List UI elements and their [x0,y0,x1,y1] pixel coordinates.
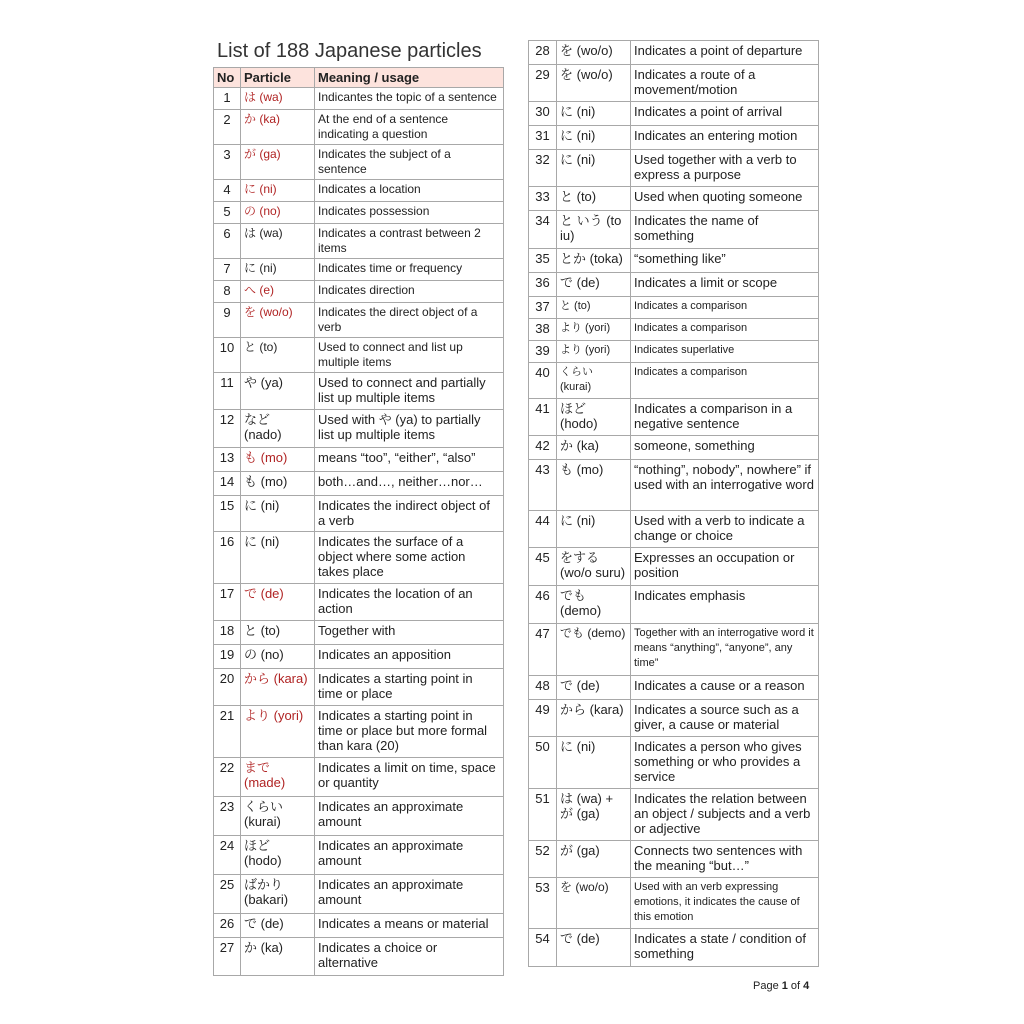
particle-cell: を (wo/o) [241,303,315,338]
table-row [214,797,504,836]
table-row [529,249,819,273]
meaning-cell: Indicates a location [315,180,504,202]
meaning-cell: Indicates a state / condition of something [631,929,819,967]
particle-cell: や (ya) [241,373,315,410]
row-number: 29 [529,65,557,102]
meaning-cell: Together with an interrogative word it means “anything”, “anyone”, any time” [631,624,819,676]
meaning-cell: Indicates a source such as a giver, a cause or material [631,700,819,737]
particle-table-right [528,40,819,967]
meaning-cell: both…and…, neither…nor… [315,472,504,496]
meaning-cell: Indicates a comparison [631,363,819,399]
row-number: 54 [529,929,557,967]
meaning-cell: At the end of a sentence indicating a question [315,110,504,145]
row-number: 46 [529,586,557,624]
meaning-cell: Indicates a point of arrival [631,102,819,126]
meaning-cell: Indicates a limit on time, space or quantity [315,758,504,797]
row-number: 51 [529,789,557,841]
row-number: 23 [214,797,241,836]
meaning-cell: Used with an verb expressing emotions, it indicates the cause of this emotion [631,878,819,929]
row-number: 8 [214,281,241,303]
table-row [214,373,504,410]
particle-cell: も (mo) [557,460,631,511]
particle-cell: が (ga) [557,841,631,878]
meaning-cell: Indicates a route of a movement/motion [631,65,819,102]
meaning-cell: Indicates the subject of a sentence [315,145,504,180]
row-number: 42 [529,436,557,460]
meaning-cell: someone, something [631,436,819,460]
table-row [214,706,504,758]
meaning-cell: Indicates an approximate amount [315,836,504,875]
row-number: 22 [214,758,241,797]
particle-table-left [213,67,504,976]
particle-cell: の (no) [241,645,315,669]
particle-cell: ほど (hodo) [241,836,315,875]
table-row [214,938,504,976]
particle-cell: を (wo/o) [557,41,631,65]
row-number: 4 [214,180,241,202]
table-row [529,624,819,676]
meaning-cell: Connects two sentences with the meaning “but…” [631,841,819,878]
particle-cell: に (ni) [241,259,315,281]
particle-cell: は (wa) [241,88,315,110]
row-number: 50 [529,737,557,789]
particle-cell: で (de) [557,676,631,700]
row-number: 6 [214,224,241,259]
particle-cell: でも (demo) [557,624,631,676]
table-row [214,669,504,706]
row-number: 3 [214,145,241,180]
row-number: 21 [214,706,241,758]
table-row [214,145,504,180]
row-number: 48 [529,676,557,700]
meaning-cell: Indicantes the topic of a sentence [315,88,504,110]
particle-cell: と (to) [557,297,631,319]
meaning-cell: Indicates emphasis [631,586,819,624]
meaning-cell: Together with [315,621,504,645]
row-number: 40 [529,363,557,399]
particle-cell: など (nado) [241,410,315,448]
meaning-cell: Used to connect and partially list up multiple items [315,373,504,410]
table-row [214,836,504,875]
meaning-cell: Indicates a comparison [631,297,819,319]
meaning-cell: Used with a verb to indicate a change or choice [631,511,819,548]
table-row [529,789,819,841]
particle-cell: でも (demo) [557,586,631,624]
particle-cell: と (to) [557,187,631,211]
particle-cell: ばかり (bakari) [241,875,315,914]
table-row [214,180,504,202]
page-total: 4 [803,980,810,992]
meaning-cell: Used together with a verb to express a purpose [631,150,819,187]
meaning-cell: Indicates a choice or alternative [315,938,504,976]
particle-cell: で (de) [241,584,315,621]
particle-cell: より (yori) [557,341,631,363]
particle-cell: に (ni) [557,511,631,548]
particle-cell: をする (wo/o suru) [557,548,631,586]
row-number: 11 [214,373,241,410]
meaning-cell: “something like” [631,249,819,273]
particle-cell: に (ni) [557,737,631,789]
row-number: 33 [529,187,557,211]
table-row [214,448,504,472]
particle-cell: で (de) [241,914,315,938]
meaning-cell: Indicates the surface of a object where some action takes place [315,532,504,584]
meaning-cell: Indicates an approximate amount [315,875,504,914]
row-number: 18 [214,621,241,645]
row-number: 9 [214,303,241,338]
row-number: 53 [529,878,557,929]
particle-cell: まで (made) [241,758,315,797]
table-row [214,472,504,496]
row-number: 49 [529,700,557,737]
page-prefix: Page [753,980,782,992]
meaning-cell: Used when quoting someone [631,187,819,211]
table-row [214,110,504,145]
row-number: 14 [214,472,241,496]
particle-cell: から (kara) [557,700,631,737]
table-row [214,496,504,532]
row-number: 5 [214,202,241,224]
row-number: 37 [529,297,557,319]
meaning-cell: Indicates a contrast between 2 items [315,224,504,259]
meaning-cell: Indicates a means or material [315,914,504,938]
table-row [529,126,819,150]
row-number: 16 [214,532,241,584]
row-number: 34 [529,211,557,249]
table-row [529,929,819,967]
particle-cell: より (yori) [241,706,315,758]
row-number: 25 [214,875,241,914]
meaning-cell: Indicates superlative [631,341,819,363]
particle-cell: くらい (kurai) [557,363,631,399]
table-row [529,737,819,789]
particle-cell: とか (toka) [557,249,631,273]
page-number: 1 [781,980,788,992]
table-row [529,150,819,187]
row-number: 19 [214,645,241,669]
particle-cell: か (ka) [557,436,631,460]
particle-cell: ほど (hodo) [557,399,631,436]
row-number: 38 [529,319,557,341]
meaning-cell: Indicates the indirect object of a verb [315,496,504,532]
table-row [214,532,504,584]
table-row [529,41,819,65]
row-number: 47 [529,624,557,676]
row-number: 27 [214,938,241,976]
row-number: 13 [214,448,241,472]
meaning-cell: Expresses an occupation or position [631,548,819,586]
table-row [529,341,819,363]
table-row [529,511,819,548]
meaning-cell: Indicates direction [315,281,504,303]
particle-cell: より (yori) [557,319,631,341]
table-row [529,436,819,460]
row-number: 1 [214,88,241,110]
row-number: 43 [529,460,557,511]
meaning-cell: Indicates a comparison [631,319,819,341]
particle-cell: か (ka) [241,110,315,145]
row-number: 45 [529,548,557,586]
particle-cell: を (wo/o) [557,878,631,929]
meaning-cell: Indicates an approximate amount [315,797,504,836]
page-title: List of 188 Japanese particles [217,40,482,62]
meaning-cell: Indicates a starting point in time or place [315,669,504,706]
meaning-cell: Indicates the relation between an object / subjects and a verb or adjective [631,789,819,841]
row-number: 10 [214,338,241,373]
meaning-cell: Indicates a limit or scope [631,273,819,297]
particle-cell: に (ni) [557,126,631,150]
particle-cell: に (ni) [557,150,631,187]
table-row [214,202,504,224]
particle-cell: か (ka) [241,938,315,976]
row-number: 17 [214,584,241,621]
row-number: 31 [529,126,557,150]
table-row [529,586,819,624]
table-row [214,914,504,938]
particle-cell: の (no) [241,202,315,224]
table-row [214,410,504,448]
particle-cell: は (wa) + が (ga) [557,789,631,841]
table-row [214,88,504,110]
table-row [529,211,819,249]
meaning-cell: Indicates time or frequency [315,259,504,281]
table-row [214,584,504,621]
table-row [214,758,504,797]
table-row [529,297,819,319]
particle-cell: に (ni) [557,102,631,126]
table-row [214,621,504,645]
particle-cell: で (de) [557,273,631,297]
meaning-cell: Indicates a starting point in time or place but more formal than kara (20) [315,706,504,758]
row-number: 35 [529,249,557,273]
particle-cell: に (ni) [241,496,315,532]
table-row [529,273,819,297]
particle-cell: に (ni) [241,180,315,202]
table-row [529,548,819,586]
row-number: 28 [529,41,557,65]
page-footer [753,980,809,992]
table-row [214,281,504,303]
meaning-cell: Indicates an apposition [315,645,504,669]
table-row [529,319,819,341]
table-row [214,875,504,914]
table-row [529,187,819,211]
table-row [214,224,504,259]
header-no: No [214,68,241,88]
meaning-cell: Indicates a person who gives something or who provides a service [631,737,819,789]
table-row [529,363,819,399]
row-number: 41 [529,399,557,436]
table-row [529,878,819,929]
meaning-cell: Indicates a point of departure [631,41,819,65]
table-row [214,259,504,281]
meaning-cell: means “too”, “either”, “also” [315,448,504,472]
particle-cell: も (mo) [241,448,315,472]
meaning-cell: Indicates the name of something [631,211,819,249]
table-header-row [214,68,504,88]
row-number: 52 [529,841,557,878]
table-row [529,841,819,878]
meaning-cell: “nothing”, nobody”, nowhere” if used with an interrogative word [631,460,819,511]
row-number: 12 [214,410,241,448]
table-row [214,338,504,373]
row-number: 39 [529,341,557,363]
particle-cell: が (ga) [241,145,315,180]
particle-cell: くらい (kurai) [241,797,315,836]
meaning-cell: Used to connect and list up multiple items [315,338,504,373]
particle-cell: へ (e) [241,281,315,303]
row-number: 15 [214,496,241,532]
particle-cell: は (wa) [241,224,315,259]
particle-cell: も (mo) [241,472,315,496]
particle-cell: から (kara) [241,669,315,706]
table-row [529,676,819,700]
row-number: 20 [214,669,241,706]
table-row [529,460,819,511]
table-row [529,65,819,102]
row-number: 24 [214,836,241,875]
header-particle: Particle [241,68,315,88]
page-of: of [787,980,804,992]
row-number: 32 [529,150,557,187]
particle-cell: と (to) [241,621,315,645]
meaning-cell: Indicates possession [315,202,504,224]
row-number: 36 [529,273,557,297]
meaning-cell: Indicates a comparison in a negative sentence [631,399,819,436]
table-row [214,645,504,669]
header-meaning: Meaning / usage [315,68,504,88]
meaning-cell: Indicates an entering motion [631,126,819,150]
particle-cell: で (de) [557,929,631,967]
table-row [529,700,819,737]
row-number: 2 [214,110,241,145]
particle-cell: に (ni) [241,532,315,584]
table-row [214,303,504,338]
meaning-cell: Indicates a cause or a reason [631,676,819,700]
particle-cell: と いう (to iu) [557,211,631,249]
row-number: 30 [529,102,557,126]
meaning-cell: Used with や (ya) to partially list up multiple items [315,410,504,448]
row-number: 26 [214,914,241,938]
row-number: 44 [529,511,557,548]
meaning-cell: Indicates the location of an action [315,584,504,621]
particle-cell: と (to) [241,338,315,373]
meaning-cell: Indicates the direct object of a verb [315,303,504,338]
particle-cell: を (wo/o) [557,65,631,102]
row-number: 7 [214,259,241,281]
table-row [529,102,819,126]
table-row [529,399,819,436]
